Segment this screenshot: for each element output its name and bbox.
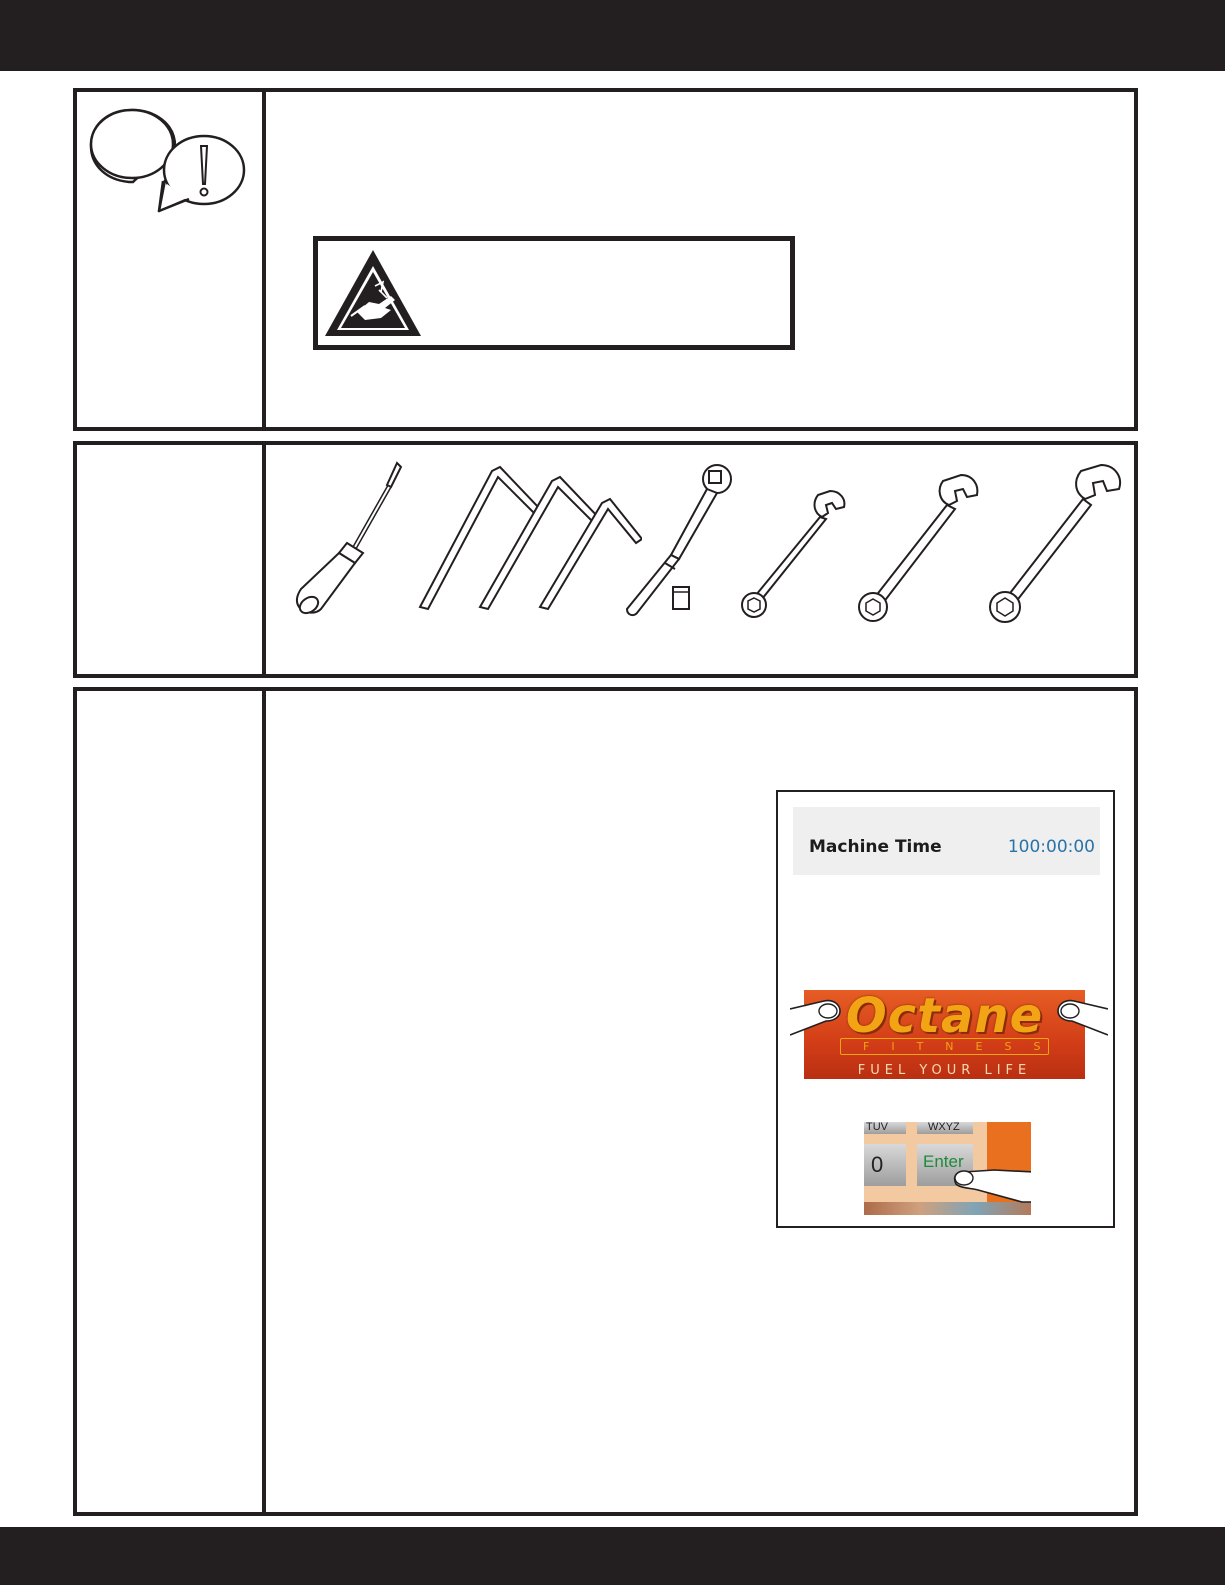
machine-time-value: 100:00:00 (1007, 837, 1095, 857)
warning-box (313, 236, 795, 350)
notice-panel (73, 88, 1138, 431)
hand-left-icon (790, 997, 850, 1047)
combination-wrench-icon (847, 469, 987, 629)
logo-brand: Octane (845, 990, 1044, 1044)
key-enter[interactable]: Enter (917, 1144, 973, 1186)
logo-sub: FITNESS (840, 1038, 1049, 1055)
key-tuv[interactable]: TUV (864, 1122, 906, 1134)
torque-wrench-icon (617, 459, 737, 619)
panel-divider (262, 691, 266, 1512)
logo-tagline: FUEL YOUR LIFE (857, 1063, 1032, 1078)
hex-key-icon (412, 459, 642, 619)
machine-time-label: Machine Time (809, 837, 942, 857)
key-zero[interactable]: 0 (864, 1144, 906, 1186)
pointing-finger-icon (944, 1158, 1031, 1215)
hand-crush-warning-icon (321, 246, 425, 342)
tools-panel (73, 441, 1138, 678)
combination-wrench-icon (732, 485, 852, 645)
console-screens-figure (776, 790, 1115, 1228)
procedure-panel (73, 687, 1138, 1516)
speech-bubble-exclamation-icon (89, 106, 249, 218)
panel-divider (262, 92, 266, 427)
key-wxyz[interactable]: WXYZ (917, 1122, 973, 1134)
keypad-screen (864, 1122, 1031, 1215)
machine-time-row[interactable] (793, 807, 1100, 875)
combination-wrench-icon (977, 459, 1127, 624)
bottom-footer-bar (0, 1527, 1225, 1585)
top-header-bar (0, 0, 1225, 71)
hand-right-icon (1048, 997, 1108, 1047)
hex-key-icon (77, 445, 307, 605)
